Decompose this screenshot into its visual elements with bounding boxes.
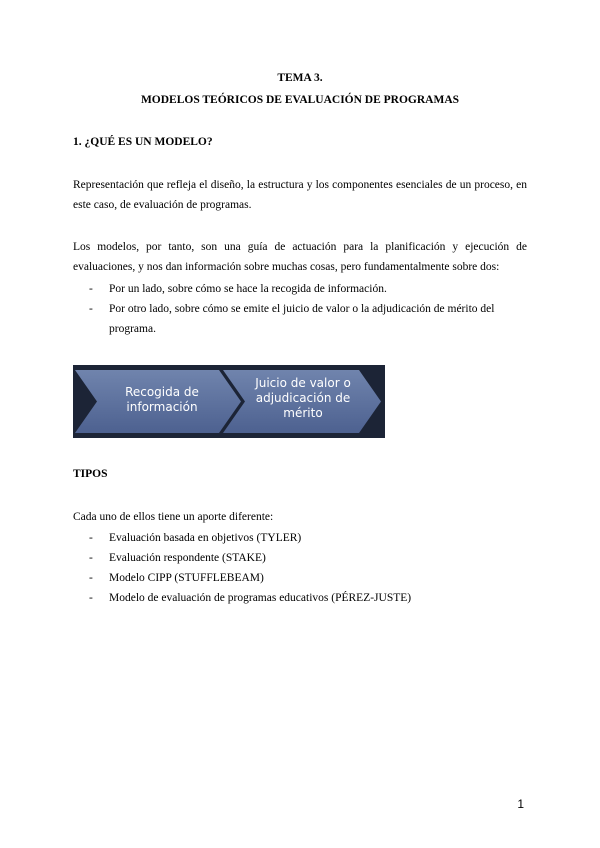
section-heading-modelo: 1. ¿QUÉ ES UN MODELO? xyxy=(73,136,213,148)
document-title: MODELOS TEÓRICOS DE EVALUACIÓN DE PROGRAMAS xyxy=(140,94,460,106)
list-item xyxy=(73,548,527,568)
tema-number: TEMA 3. xyxy=(277,72,323,84)
list-item-text: Evaluación respondente (STAKE) xyxy=(109,552,266,564)
bullet-dash: - xyxy=(89,592,93,604)
step-label-juicio: Juicio de valor o adjudicación de mérito xyxy=(255,376,351,420)
list-item xyxy=(73,299,527,339)
process-diagram xyxy=(73,365,385,438)
bullet-dash: - xyxy=(89,283,93,295)
tipos-bullet-list xyxy=(73,528,527,608)
list-item xyxy=(73,568,527,588)
section-heading-tipos: TIPOS xyxy=(73,468,108,480)
list-item xyxy=(73,528,527,548)
bullet-dash: - xyxy=(89,303,93,315)
list-item-text: Modelo CIPP (STUFFLEBEAM) xyxy=(109,572,264,584)
tipos-intro: Cada uno de ellos tiene un aporte diferente: xyxy=(73,511,274,523)
bullet-dash: - xyxy=(89,572,93,584)
page-number: 1 xyxy=(517,797,524,811)
list-item-text: Por un lado, sobre cómo se hace la recogida de información. xyxy=(109,283,387,295)
bullet-dash: - xyxy=(89,552,93,564)
list-item xyxy=(73,279,527,299)
bullet-dash: - xyxy=(89,532,93,544)
modelo-bullet-list xyxy=(73,279,527,339)
list-item-text: Evaluación basada en objetivos (TYLER) xyxy=(109,532,302,544)
definition-paragraph: Representación que refleja el diseño, la estructura y los componentes esenciales de un proceso, en este caso, de evaluación de programas. xyxy=(73,179,527,211)
list-item-text: Modelo de evaluación de programas educativos (PÉREZ-JUSTE) xyxy=(109,592,412,604)
list-item-text: Por otro lado, sobre cómo se emite el juicio de valor o la adjudicación de mérito del programa. xyxy=(109,303,495,335)
intro-paragraph: Los modelos, por tanto, son una guía de actuación para la planificación y ejecución de evaluaciones, y nos dan información sobre muchas cosas, pero fundamentalmente sobre dos: xyxy=(73,241,527,273)
list-item xyxy=(73,588,527,608)
step-label-recogida: Recogida de información xyxy=(125,385,199,414)
